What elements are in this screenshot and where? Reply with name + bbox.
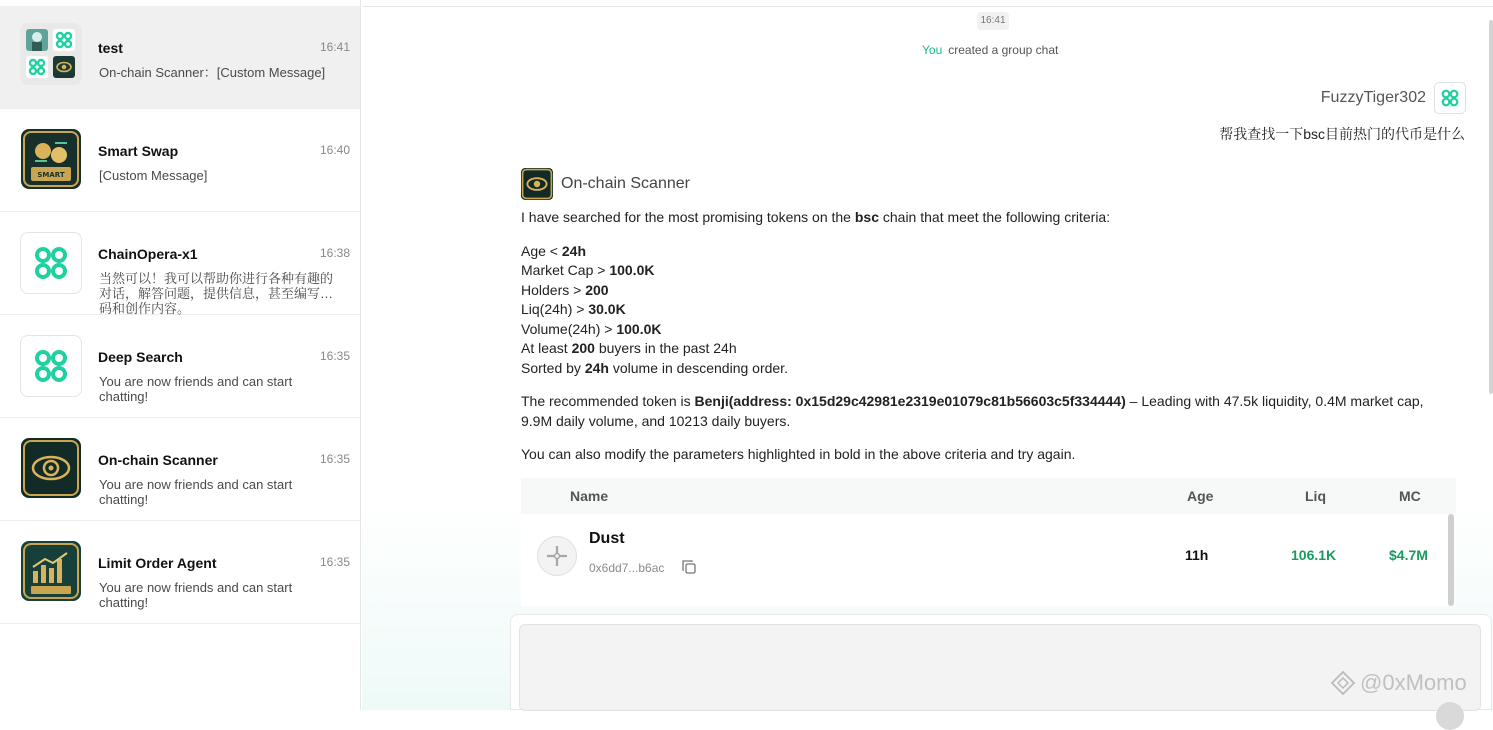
message-input[interactable] [519, 624, 1481, 711]
chainopera-logo-icon [20, 335, 82, 397]
token-table-header [521, 478, 1456, 514]
criteria-holders: Holders > 200 [521, 281, 609, 298]
user-message: 帮我查找一下bsc目前热门的代币是什么 [1219, 126, 1465, 142]
watermark [1330, 670, 1467, 696]
conversation-item-limit-order-agent[interactable] [0, 521, 360, 624]
group-avatar-icon [20, 23, 82, 85]
smart-swap-logo-icon [21, 129, 81, 189]
conversation-item-deep-search[interactable] [0, 315, 360, 418]
chain-name: bsc [854, 209, 879, 225]
conversation-name: On-chain Scanner [98, 452, 218, 468]
conversation-name: Smart Swap [98, 143, 179, 159]
watermark-text: @0xMomo [1360, 670, 1467, 695]
criteria-list [521, 242, 1451, 379]
header-liq[interactable]: Liq [1305, 488, 1326, 504]
user-name: FuzzyTiger302 [1320, 89, 1426, 106]
header-name[interactable]: Name [570, 488, 609, 504]
conversation-time: 16:35 [319, 555, 350, 569]
conversation-name: ChainOpera-x1 [98, 246, 198, 262]
conversation-name: Deep Search [98, 349, 183, 365]
criteria-age: Age < 24h [521, 242, 586, 259]
criteria-sort: Sorted by 24h volume in descending order. [521, 359, 788, 376]
conversation-item-test[interactable] [0, 6, 360, 109]
token-age: 11h [1185, 547, 1209, 563]
bot-message [521, 208, 1451, 479]
token-liquidity: 106.1K [1291, 547, 1337, 563]
system-message [922, 43, 1058, 57]
criteria-buyers: At least 200 buyers in the past 24h [521, 340, 737, 356]
conversation-preview: You are now friends and can start chatting! [99, 374, 293, 404]
conversation-item-smart-swap[interactable] [0, 109, 360, 212]
conversation-item-on-chain-scanner[interactable] [0, 418, 360, 521]
conversation-preview: On-chain Scanner：[Custom Message] [99, 65, 326, 80]
conversation-time: 16:41 [319, 40, 350, 54]
timestamp-chip: 16:41 [977, 12, 1009, 30]
conversation-name: Limit Order Agent [98, 555, 217, 571]
recommended-token: Benji(address: 0x15d29c42981e2319e01079c81b56603c5f334444) [694, 393, 1126, 409]
conversation-preview: [Custom Message] [99, 168, 208, 183]
diamond-logo-icon [1330, 670, 1356, 696]
scanner-eye-icon [21, 438, 81, 498]
conversation-item-chainopera-x1[interactable] [0, 212, 360, 315]
conversation-preview: 当然可以！我可以帮助你进行各种有趣的对话，解答问题，提供信息，甚至编写代码和创作内容。 [99, 271, 334, 316]
system-text: created a group chat [948, 43, 1059, 57]
recommendation-paragraph: The recommended token is Benji(address: 0x15d29c42981e2319e01079c81b56603c5f334444) – Leading with 47.5k liquidity, 0.4M market cap, 9.9M daily volume, and 10213 daily buyers. [521, 393, 1424, 429]
token-table [521, 478, 1456, 606]
token-market-cap: $4.7M [1389, 547, 1428, 563]
conversation-time: 16:35 [319, 349, 350, 363]
conversation-time: 16:38 [319, 246, 350, 260]
copy-icon[interactable] [681, 559, 697, 575]
intro-paragraph [521, 208, 1451, 228]
intro-text: I have searched for the most promising tokens on the [521, 209, 855, 225]
conversation-sidebar [0, 0, 361, 710]
limit-order-logo-icon [21, 541, 81, 601]
header-mc[interactable]: MC [1399, 488, 1421, 504]
header-age[interactable]: Age [1187, 488, 1214, 504]
chainopera-logo-icon [20, 232, 82, 294]
send-button[interactable] [1436, 702, 1464, 730]
conversation-preview: You are now friends and can start chatting! [99, 477, 293, 507]
criteria-volume: Volume(24h) > 100.0K [521, 320, 662, 337]
bot-name: On-chain Scanner [561, 175, 690, 192]
system-you-link[interactable]: You [922, 43, 943, 57]
chat-scrollbar[interactable] [1489, 20, 1493, 394]
criteria-market-cap: Market Cap > 100.0K [521, 262, 655, 278]
table-scrollbar[interactable] [1448, 514, 1454, 606]
conversation-name: test [98, 40, 123, 56]
user-avatar[interactable] [1434, 82, 1466, 114]
intro-text-end: chain that meet the following criteria: [878, 209, 1111, 225]
scanner-eye-icon[interactable] [521, 168, 553, 200]
svg-text:SMART: SMART [37, 171, 65, 179]
token-address: 0x6dd7...b6ac [589, 561, 665, 575]
conversation-preview: You are now friends and can start chatting! [99, 580, 293, 610]
token-placeholder-icon [537, 536, 577, 576]
token-name: Dust [589, 530, 625, 547]
criteria-liquidity: Liq(24h) > 30.0K [521, 301, 626, 317]
conversation-time: 16:40 [319, 143, 350, 157]
chainopera-logo-icon [1435, 83, 1465, 113]
modify-hint: You can also modify the parameters highlighted in bold in the above criteria and try again. [521, 446, 1076, 462]
table-row[interactable] [521, 514, 1448, 606]
conversation-time: 16:35 [319, 452, 350, 466]
